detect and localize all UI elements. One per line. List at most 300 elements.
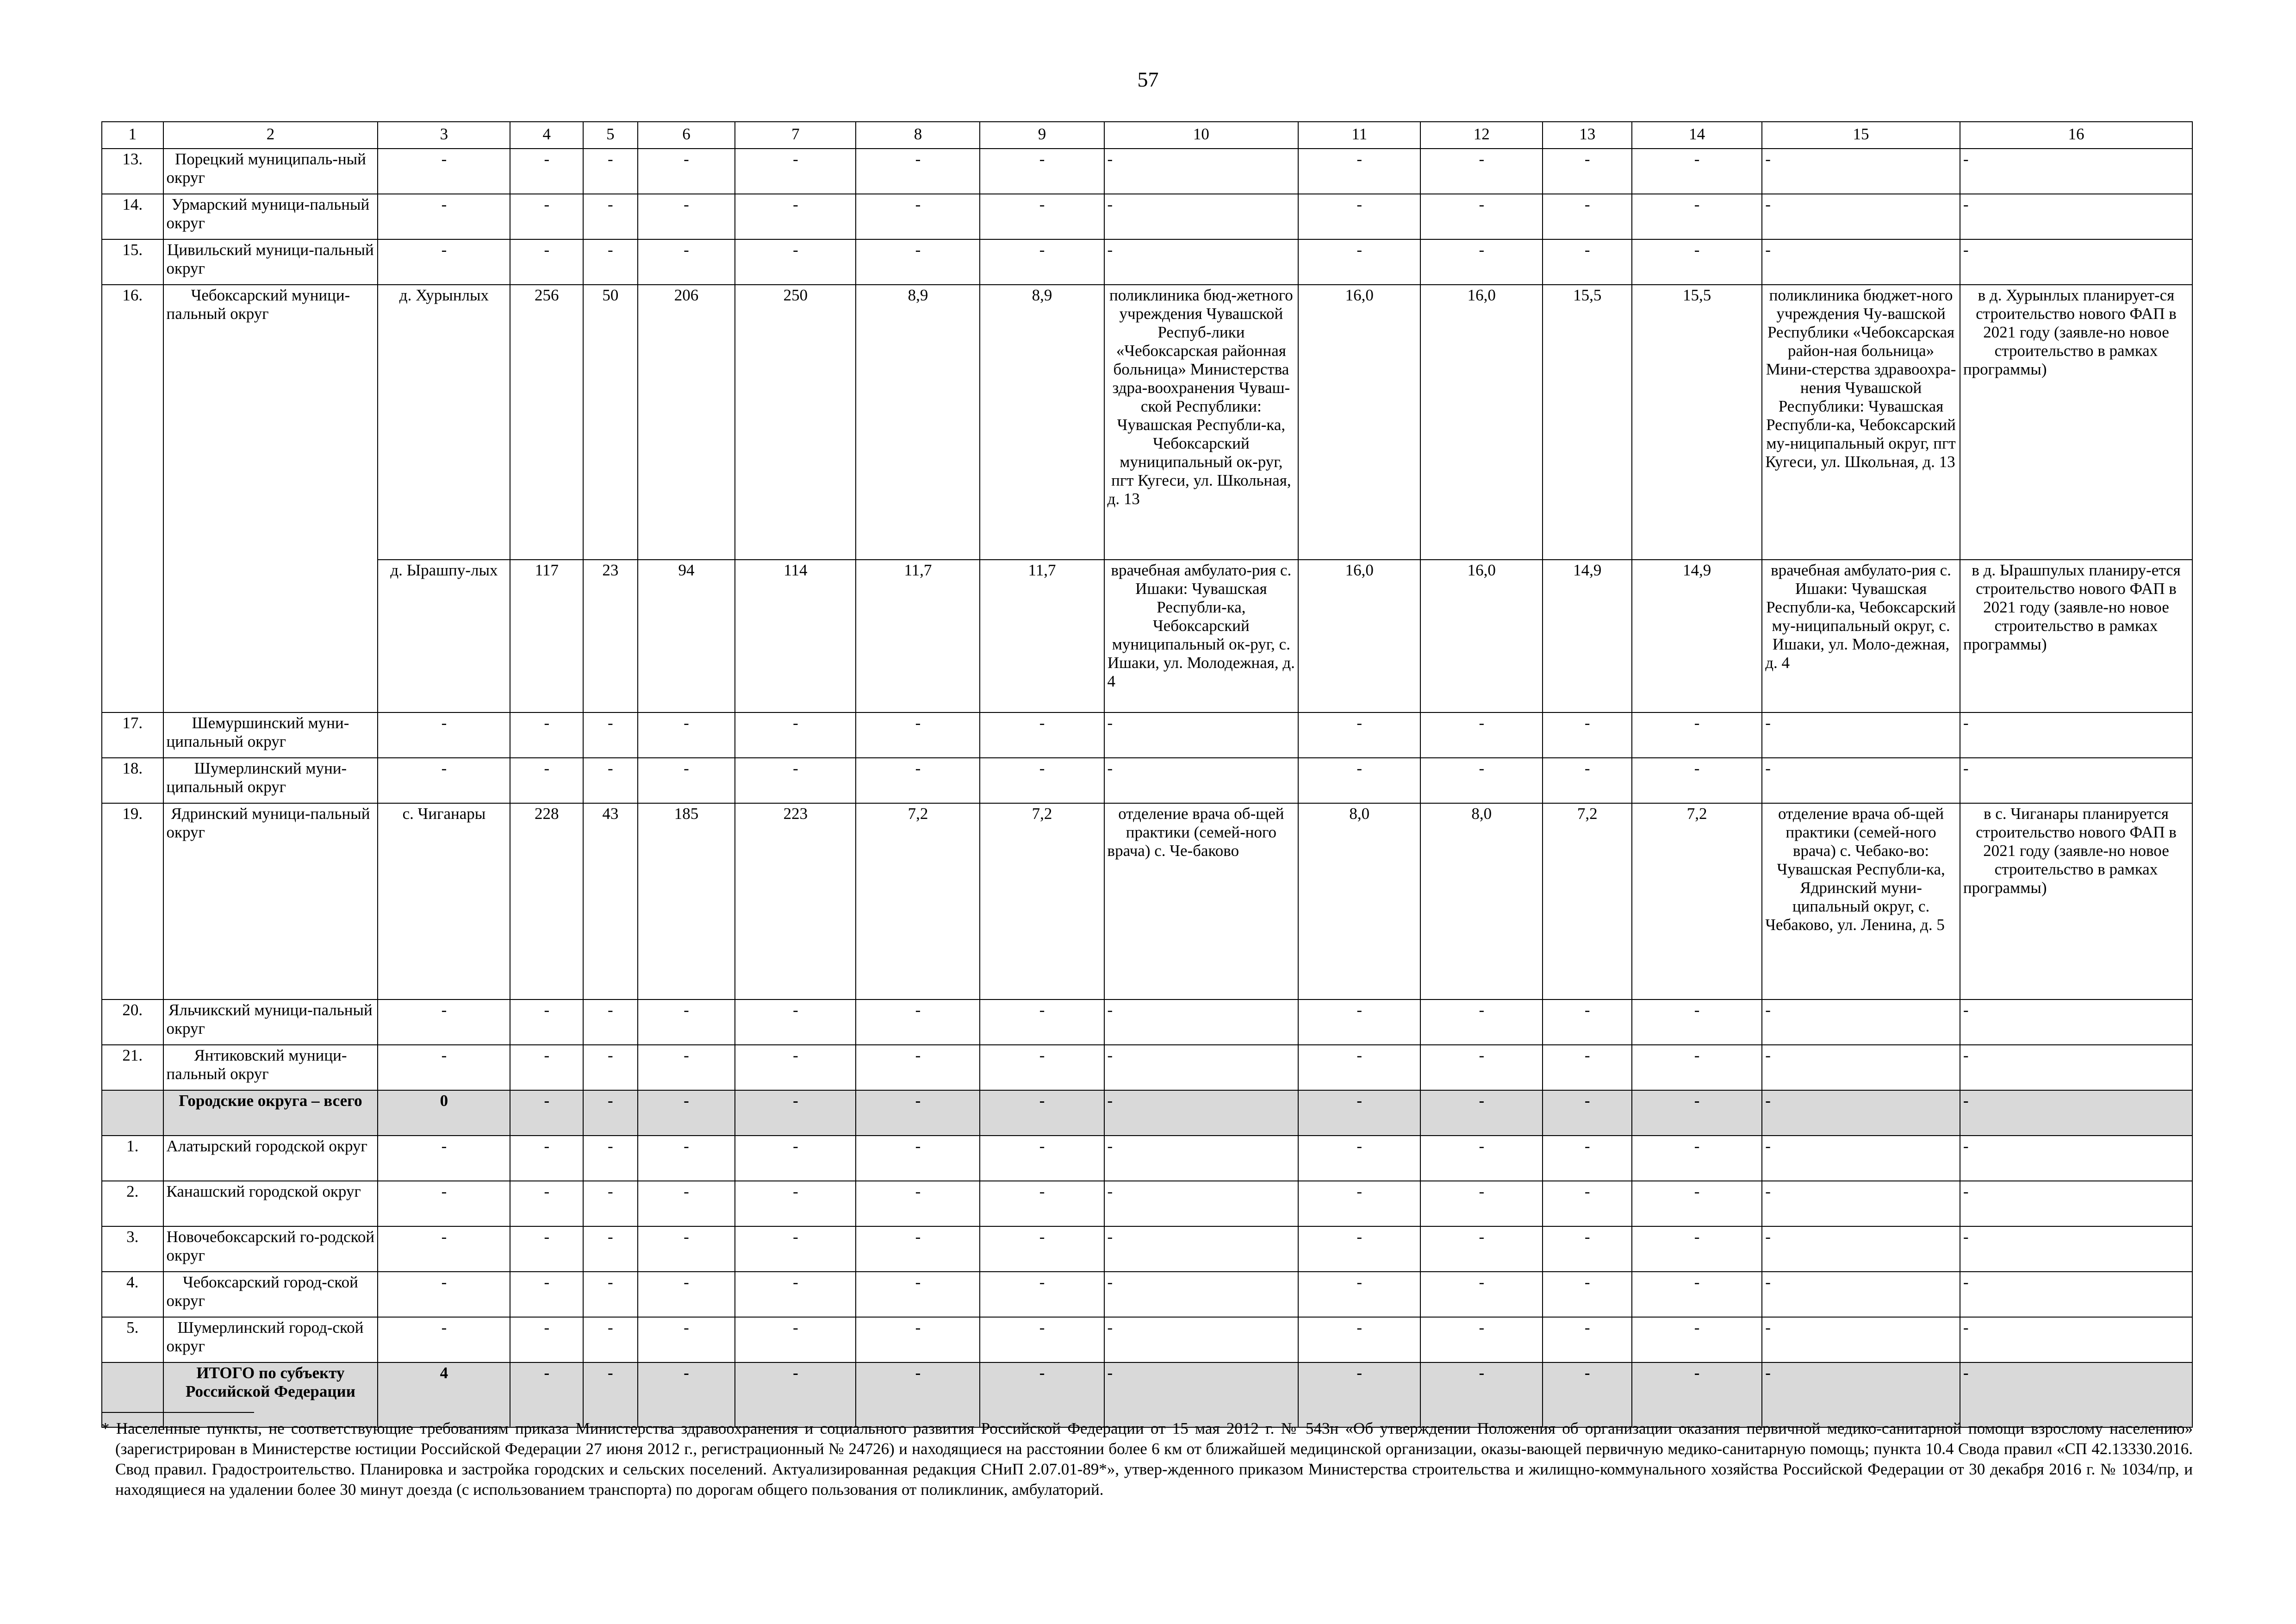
table-cell: - — [1420, 239, 1543, 285]
table-cell: 0 — [378, 1090, 510, 1136]
header-cell: 4 — [510, 122, 583, 149]
table-row — [102, 758, 2192, 803]
table-cell: - — [1104, 1226, 1299, 1272]
table-cell: 4 — [378, 1362, 510, 1427]
table-cell: - — [1632, 149, 1762, 194]
table-cell: 16. — [102, 285, 163, 712]
table-cell: - — [510, 712, 583, 758]
header-cell: 9 — [980, 122, 1104, 149]
table-cell: - — [735, 712, 856, 758]
table-cell: 19. — [102, 803, 163, 999]
table-cell: - — [583, 999, 637, 1045]
table-cell: 117 — [510, 560, 583, 712]
table-cell: - — [735, 1362, 856, 1427]
table-cell: - — [1543, 1136, 1632, 1181]
table-row — [102, 1317, 2192, 1362]
table-cell: - — [856, 1090, 980, 1136]
table-cell: 2. — [102, 1181, 163, 1226]
table-row — [102, 285, 2192, 560]
total-row — [102, 1362, 2192, 1427]
table-cell: - — [980, 239, 1104, 285]
table-cell: - — [583, 758, 637, 803]
header-cell: 7 — [735, 122, 856, 149]
table-row — [102, 560, 2192, 712]
table-cell: - — [735, 1181, 856, 1226]
table-cell: - — [1543, 239, 1632, 285]
table-cell: 43 — [583, 803, 637, 999]
table-cell: 50 — [583, 285, 637, 560]
table-cell: - — [1960, 1317, 2192, 1362]
table-cell: - — [1543, 1362, 1632, 1427]
table-cell: - — [1104, 1272, 1299, 1317]
table-row — [102, 194, 2192, 239]
table-cell: - — [1298, 999, 1420, 1045]
table-cell: - — [1104, 1181, 1299, 1226]
table-cell: - — [1960, 712, 2192, 758]
table-cell: - — [1960, 194, 2192, 239]
district-name-cell: Алатырский городской округ — [163, 1136, 378, 1181]
table-cell: - — [1762, 1181, 1960, 1226]
table-cell: - — [1762, 1226, 1960, 1272]
table-cell: - — [1298, 1181, 1420, 1226]
table-cell — [102, 1362, 163, 1427]
table-cell: - — [1104, 758, 1299, 803]
table-cell: - — [1632, 1045, 1762, 1090]
table-cell: - — [1762, 712, 1960, 758]
table-cell: - — [1298, 758, 1420, 803]
table-cell: - — [735, 1045, 856, 1090]
header-cell: 5 — [583, 122, 637, 149]
table-cell: - — [856, 1272, 980, 1317]
table-cell: - — [1762, 1317, 1960, 1362]
table-cell: - — [1104, 239, 1299, 285]
table-cell: - — [1420, 1226, 1543, 1272]
table-cell: - — [378, 1181, 510, 1226]
table-cell: - — [1420, 712, 1543, 758]
table-cell: - — [583, 194, 637, 239]
table-cell: - — [856, 194, 980, 239]
table-cell: - — [1632, 239, 1762, 285]
table-cell: - — [1762, 194, 1960, 239]
table-cell: - — [856, 1136, 980, 1181]
table-cell: - — [1298, 149, 1420, 194]
table-cell: - — [856, 758, 980, 803]
district-name-cell: ИТОГО по субъекту Российской Федерации — [163, 1362, 378, 1427]
table-cell: 16,0 — [1420, 560, 1543, 712]
table-cell: - — [735, 1226, 856, 1272]
table-cell: 15. — [102, 239, 163, 285]
table-cell: - — [980, 1045, 1104, 1090]
table-cell: - — [1420, 999, 1543, 1045]
table-cell: - — [583, 149, 637, 194]
table-cell: - — [856, 149, 980, 194]
table-row — [102, 149, 2192, 194]
district-name-cell: Шумерлинский муни-ципальный округ — [163, 758, 378, 803]
table-cell: - — [1762, 1272, 1960, 1317]
table-cell: - — [980, 1272, 1104, 1317]
table-cell: - — [510, 1317, 583, 1362]
table-cell: - — [378, 149, 510, 194]
table-cell: - — [1420, 149, 1543, 194]
table-cell: - — [1298, 1045, 1420, 1090]
page-number: 57 — [1137, 68, 1159, 91]
table-cell: - — [856, 999, 980, 1045]
table-cell: отделение врача об-щей практики (семей-ного врача) с. Чебако-во: Чувашская Республи-ка, Ядринский муни-ципальный округ, с. Чебаково, ул. Ленина, д. 5 — [1762, 803, 1960, 999]
table-cell: - — [638, 1090, 735, 1136]
table-cell: - — [510, 1362, 583, 1427]
table-cell: 16,0 — [1420, 285, 1543, 560]
table-cell: - — [1632, 1317, 1762, 1362]
table-cell: 18. — [102, 758, 163, 803]
table-cell: - — [638, 1226, 735, 1272]
table-cell: - — [1543, 999, 1632, 1045]
table-cell: 7,2 — [980, 803, 1104, 999]
table-cell: - — [1104, 1090, 1299, 1136]
table-cell: 14. — [102, 194, 163, 239]
header-cell: 8 — [856, 122, 980, 149]
table-cell: - — [378, 1136, 510, 1181]
table-cell: 17. — [102, 712, 163, 758]
district-name-cell: Яльчикский муници-пальный округ — [163, 999, 378, 1045]
table-cell: - — [1632, 1362, 1762, 1427]
table-cell: - — [1420, 194, 1543, 239]
table-cell: - — [980, 1362, 1104, 1427]
table-cell: - — [1543, 1317, 1632, 1362]
table-row — [102, 1181, 2192, 1226]
table-cell: - — [1960, 1090, 2192, 1136]
table-cell: 7,2 — [1632, 803, 1762, 999]
table-cell: - — [1420, 1136, 1543, 1181]
table-cell: - — [1632, 712, 1762, 758]
table-cell: - — [638, 1317, 735, 1362]
table-cell: - — [1543, 194, 1632, 239]
table-cell: - — [856, 712, 980, 758]
table-cell: 250 — [735, 285, 856, 560]
settlements-table — [101, 121, 2193, 1428]
table-row — [102, 239, 2192, 285]
header-cell: 1 — [102, 122, 163, 149]
table-cell: - — [1420, 758, 1543, 803]
table-cell: - — [735, 999, 856, 1045]
table-cell: - — [510, 194, 583, 239]
table-cell: - — [638, 1136, 735, 1181]
table-cell: 7,2 — [1543, 803, 1632, 999]
header-cell: 10 — [1104, 122, 1299, 149]
district-name-cell: Канашский городской округ — [163, 1181, 378, 1226]
table-cell: - — [378, 194, 510, 239]
table-cell: - — [856, 1045, 980, 1090]
table-cell: отделение врача об-щей практики (семей-ного врача) с. Че-баково — [1104, 803, 1299, 999]
table-cell: в с. Чиганары планируется строительство нового ФАП в 2021 году (заявле-но новое строительство в рамках программы) — [1960, 803, 2192, 999]
table-cell: - — [1420, 1272, 1543, 1317]
table-cell: - — [638, 239, 735, 285]
table-cell: - — [856, 1181, 980, 1226]
table-cell: - — [1543, 149, 1632, 194]
table-cell: - — [583, 239, 637, 285]
table-cell: 223 — [735, 803, 856, 999]
table-cell: 5. — [102, 1317, 163, 1362]
district-name-cell: Ядринский муници-пальный округ — [163, 803, 378, 999]
table-cell: - — [856, 1317, 980, 1362]
table-row — [102, 712, 2192, 758]
table-cell: - — [1543, 1272, 1632, 1317]
table-cell: - — [1960, 999, 2192, 1045]
table-cell: - — [583, 1136, 637, 1181]
table-cell: - — [638, 758, 735, 803]
table-cell: - — [1104, 1136, 1299, 1181]
district-name-cell: Шумерлинский город-ской округ — [163, 1317, 378, 1362]
table-cell: - — [1543, 1226, 1632, 1272]
table-cell: - — [1960, 1226, 2192, 1272]
footnote-rule — [101, 1412, 254, 1413]
table-cell: - — [980, 1226, 1104, 1272]
table-row — [102, 1045, 2192, 1090]
header-cell: 14 — [1632, 122, 1762, 149]
table-cell: поликлиника бюд-жетного учреждения Чувашской Респуб-лики «Чебоксарская районная больница» Министерства здра-воохранения Чуваш-ской Республики: Чувашская Республи-ка, Чебоксарский муниципальный ок-руг, пгт Кугеси, ул. Школьная, д. 13 — [1104, 285, 1299, 560]
table-cell: врачебная амбулато-рия с. Ишаки: Чувашская Республи-ка, Чебоксарский му-ниципальный округ, с. Ишаки, ул. Моло-дежная, д. 4 — [1762, 560, 1960, 712]
table-cell: - — [1960, 149, 2192, 194]
table-cell: - — [1420, 1045, 1543, 1090]
table-cell: 206 — [638, 285, 735, 560]
table-cell — [102, 1090, 163, 1136]
footnote: * Населенные пункты, не соответствующие требованиям приказа Министерства здравоохранения и социального развития Российской Федерации от 15 мая 2012 г. № 543н «Об утверждении Положения об организации оказания первичной медико-санитарной помощи взрослому населению» (зарегистрирован в Министерстве юстиции Российской Федерации 27 июня 2012 г., регистрационный № 24726) и находящиеся на расстоянии более 6 км от ближайшей медицинской организации, оказы-вающей первичную медико-санитарную помощь; пункта 10.4 Свода правил «СП 42.13330.2016. Свод правил. Градостроительство. Планировка и застройка городских и сельских поселений. Актуализированная редакция СНиП 2.07.01-89*», утвер-жденного приказом Министерства строительства и жилищно-коммунального хозяйства Российской Федерации от 30 декабря 2016 г. № 1034/пр, и находящиеся на удалении более 30 минут доезда (с использованием транспорта) по дорогам общего пользования от поликлиник, амбулаторий. — [101, 1419, 2193, 1499]
table-cell: 13. — [102, 149, 163, 194]
table-cell: - — [1543, 758, 1632, 803]
header-row — [102, 122, 2192, 149]
table-cell: - — [1420, 1362, 1543, 1427]
table-cell: - — [638, 1272, 735, 1317]
table-cell: - — [735, 1317, 856, 1362]
table-cell: 16,0 — [1298, 285, 1420, 560]
table-cell: - — [1632, 1136, 1762, 1181]
table-cell: с. Чиганары — [378, 803, 510, 999]
table-cell: - — [980, 999, 1104, 1045]
header-cell: 11 — [1298, 122, 1420, 149]
table-cell: - — [856, 1226, 980, 1272]
table-cell: - — [735, 1272, 856, 1317]
table-cell: в д. Хурынлых планирует-ся строительство нового ФАП в 2021 году (заявле-но новое строительство в рамках программы) — [1960, 285, 2192, 560]
header-cell: 6 — [638, 122, 735, 149]
header-cell: 2 — [163, 122, 378, 149]
table-cell: - — [1420, 1090, 1543, 1136]
table-cell: 8,9 — [980, 285, 1104, 560]
table-cell: - — [1298, 1317, 1420, 1362]
table-cell: - — [510, 999, 583, 1045]
header-cell: 16 — [1960, 122, 2192, 149]
district-name-cell: Порецкий муниципаль-ный округ — [163, 149, 378, 194]
table-cell: - — [510, 1272, 583, 1317]
table-cell: 14,9 — [1632, 560, 1762, 712]
table-cell: - — [1104, 149, 1299, 194]
table-cell: д. Хурынлых — [378, 285, 510, 560]
table-cell: - — [980, 194, 1104, 239]
table-cell: - — [1543, 1181, 1632, 1226]
table-cell: - — [980, 149, 1104, 194]
table-cell: 185 — [638, 803, 735, 999]
table-cell: 14,9 — [1543, 560, 1632, 712]
header-cell: 15 — [1762, 122, 1960, 149]
table-cell: - — [1104, 1045, 1299, 1090]
table-cell: - — [980, 712, 1104, 758]
table-cell: - — [378, 1272, 510, 1317]
table-cell: - — [1632, 1090, 1762, 1136]
table-cell: - — [583, 712, 637, 758]
table-cell: - — [1104, 999, 1299, 1045]
table-cell: - — [510, 1136, 583, 1181]
table-cell: врачебная амбулато-рия с. Ишаки: Чувашская Республи-ка, Чебоксарский муниципальный ок-руг, с. Ишаки, ул. Молодежная, д. 4 — [1104, 560, 1299, 712]
table-cell: - — [583, 1181, 637, 1226]
table-cell: - — [1960, 758, 2192, 803]
total-row — [102, 1090, 2192, 1136]
table-cell: - — [1104, 1317, 1299, 1362]
table-cell: - — [1632, 1272, 1762, 1317]
table-row — [102, 1136, 2192, 1181]
table-cell: - — [1960, 1362, 2192, 1427]
table-row — [102, 803, 2192, 999]
table-cell: 15,5 — [1543, 285, 1632, 560]
table-cell: 1. — [102, 1136, 163, 1181]
table-cell: - — [510, 1090, 583, 1136]
table-cell: - — [735, 194, 856, 239]
table-cell: 228 — [510, 803, 583, 999]
table-cell: - — [510, 1045, 583, 1090]
table-cell: - — [1420, 1181, 1543, 1226]
table-cell: - — [1298, 239, 1420, 285]
table-cell: - — [583, 1226, 637, 1272]
table-cell: - — [1104, 194, 1299, 239]
table-cell: - — [735, 149, 856, 194]
table-cell: - — [638, 194, 735, 239]
table-cell: - — [510, 758, 583, 803]
table-cell: - — [1762, 239, 1960, 285]
table-cell: - — [583, 1362, 637, 1427]
table-cell: - — [638, 1362, 735, 1427]
table-cell: - — [1420, 1317, 1543, 1362]
district-name-cell: Урмарский муници-пальный округ — [163, 194, 378, 239]
table-cell: - — [1104, 1362, 1299, 1427]
table-cell: - — [735, 1090, 856, 1136]
table-cell: - — [856, 1362, 980, 1427]
district-name-cell: Городские округа – всего — [163, 1090, 378, 1136]
table-cell: - — [1543, 712, 1632, 758]
table-cell: - — [1762, 758, 1960, 803]
table-cell: - — [1960, 1181, 2192, 1226]
district-name-cell: Цивильский муници-пальный округ — [163, 239, 378, 285]
table-cell: - — [510, 1226, 583, 1272]
table-cell: 21. — [102, 1045, 163, 1090]
table-cell: 20. — [102, 999, 163, 1045]
header-cell: 13 — [1543, 122, 1632, 149]
table-cell: - — [856, 239, 980, 285]
table-cell: - — [638, 1045, 735, 1090]
table-cell: - — [1298, 1272, 1420, 1317]
table-cell: в д. Ырашпулых планиру-ется строительство нового ФАП в 2021 году (заявле-но новое строительство в рамках программы) — [1960, 560, 2192, 712]
district-name-cell: Чебоксарский муници-пальный округ — [163, 285, 378, 712]
table-cell: - — [1960, 1045, 2192, 1090]
district-name-cell: Янтиковский муници-пальный округ — [163, 1045, 378, 1090]
table-cell: - — [980, 1317, 1104, 1362]
table-cell: 11,7 — [980, 560, 1104, 712]
table-cell: - — [1762, 149, 1960, 194]
table-cell: - — [1298, 712, 1420, 758]
table-cell: - — [1298, 1090, 1420, 1136]
table-cell: - — [510, 1181, 583, 1226]
table-cell: 8,0 — [1420, 803, 1543, 999]
table-cell: - — [583, 1317, 637, 1362]
table-cell: - — [1762, 999, 1960, 1045]
table-cell: 256 — [510, 285, 583, 560]
table-cell: - — [378, 1317, 510, 1362]
table-cell: 23 — [583, 560, 637, 712]
header-cell: 3 — [378, 122, 510, 149]
table-cell: - — [510, 239, 583, 285]
table-row — [102, 999, 2192, 1045]
table-cell: - — [1298, 1226, 1420, 1272]
table-cell: - — [510, 149, 583, 194]
table-cell: - — [1960, 239, 2192, 285]
table-cell: 7,2 — [856, 803, 980, 999]
table-cell: 16,0 — [1298, 560, 1420, 712]
table-cell: - — [1298, 194, 1420, 239]
table-cell: - — [980, 1181, 1104, 1226]
table-cell: - — [1632, 758, 1762, 803]
table-cell: - — [1762, 1090, 1960, 1136]
table-cell: 15,5 — [1632, 285, 1762, 560]
table-cell: - — [1960, 1136, 2192, 1181]
table-cell: - — [378, 712, 510, 758]
table-cell: поликлиника бюджет-ного учреждения Чу-вашской Республики «Чебоксарская район-ная больница» Мини-стерства здравоохра-нения Чувашской Республики: Чувашская Республи-ка, Чебоксарский му-ниципальный округ, пгт Кугеси, ул. Школьная, д. 13 — [1762, 285, 1960, 560]
table-row — [102, 1272, 2192, 1317]
table-cell: - — [1632, 1181, 1762, 1226]
table-cell: 94 — [638, 560, 735, 712]
table-cell: - — [980, 1090, 1104, 1136]
table-cell: - — [1632, 194, 1762, 239]
table-cell: - — [1762, 1045, 1960, 1090]
table-cell: - — [1543, 1090, 1632, 1136]
table-cell: - — [378, 999, 510, 1045]
header-cell: 12 — [1420, 122, 1543, 149]
table-cell: - — [1632, 999, 1762, 1045]
table-cell: - — [583, 1045, 637, 1090]
table-cell: - — [638, 999, 735, 1045]
table-cell: д. Ырашпу-лых — [378, 560, 510, 712]
table-cell: 114 — [735, 560, 856, 712]
district-name-cell: Чебоксарский город-ской округ — [163, 1272, 378, 1317]
table-cell: - — [638, 149, 735, 194]
table-row — [102, 1226, 2192, 1272]
district-name-cell: Шемуршинский муни-ципальный округ — [163, 712, 378, 758]
table-cell: - — [1298, 1362, 1420, 1427]
table-cell: - — [735, 239, 856, 285]
table-cell: 8,0 — [1298, 803, 1420, 999]
table-cell: - — [1298, 1136, 1420, 1181]
table-cell: - — [583, 1272, 637, 1317]
table-cell: - — [1960, 1272, 2192, 1317]
table-cell: - — [378, 1045, 510, 1090]
table-cell: 4. — [102, 1272, 163, 1317]
table-cell: - — [638, 1181, 735, 1226]
table-cell: - — [378, 1226, 510, 1272]
table-cell: - — [583, 1090, 637, 1136]
table-cell: - — [1762, 1362, 1960, 1427]
table-cell: - — [378, 239, 510, 285]
table-cell: - — [378, 758, 510, 803]
district-name-cell: Новочебоксарский го-родской округ — [163, 1226, 378, 1272]
table-cell: - — [638, 712, 735, 758]
table-cell: - — [1762, 1136, 1960, 1181]
table-cell: - — [980, 1136, 1104, 1181]
table-cell: - — [1632, 1226, 1762, 1272]
